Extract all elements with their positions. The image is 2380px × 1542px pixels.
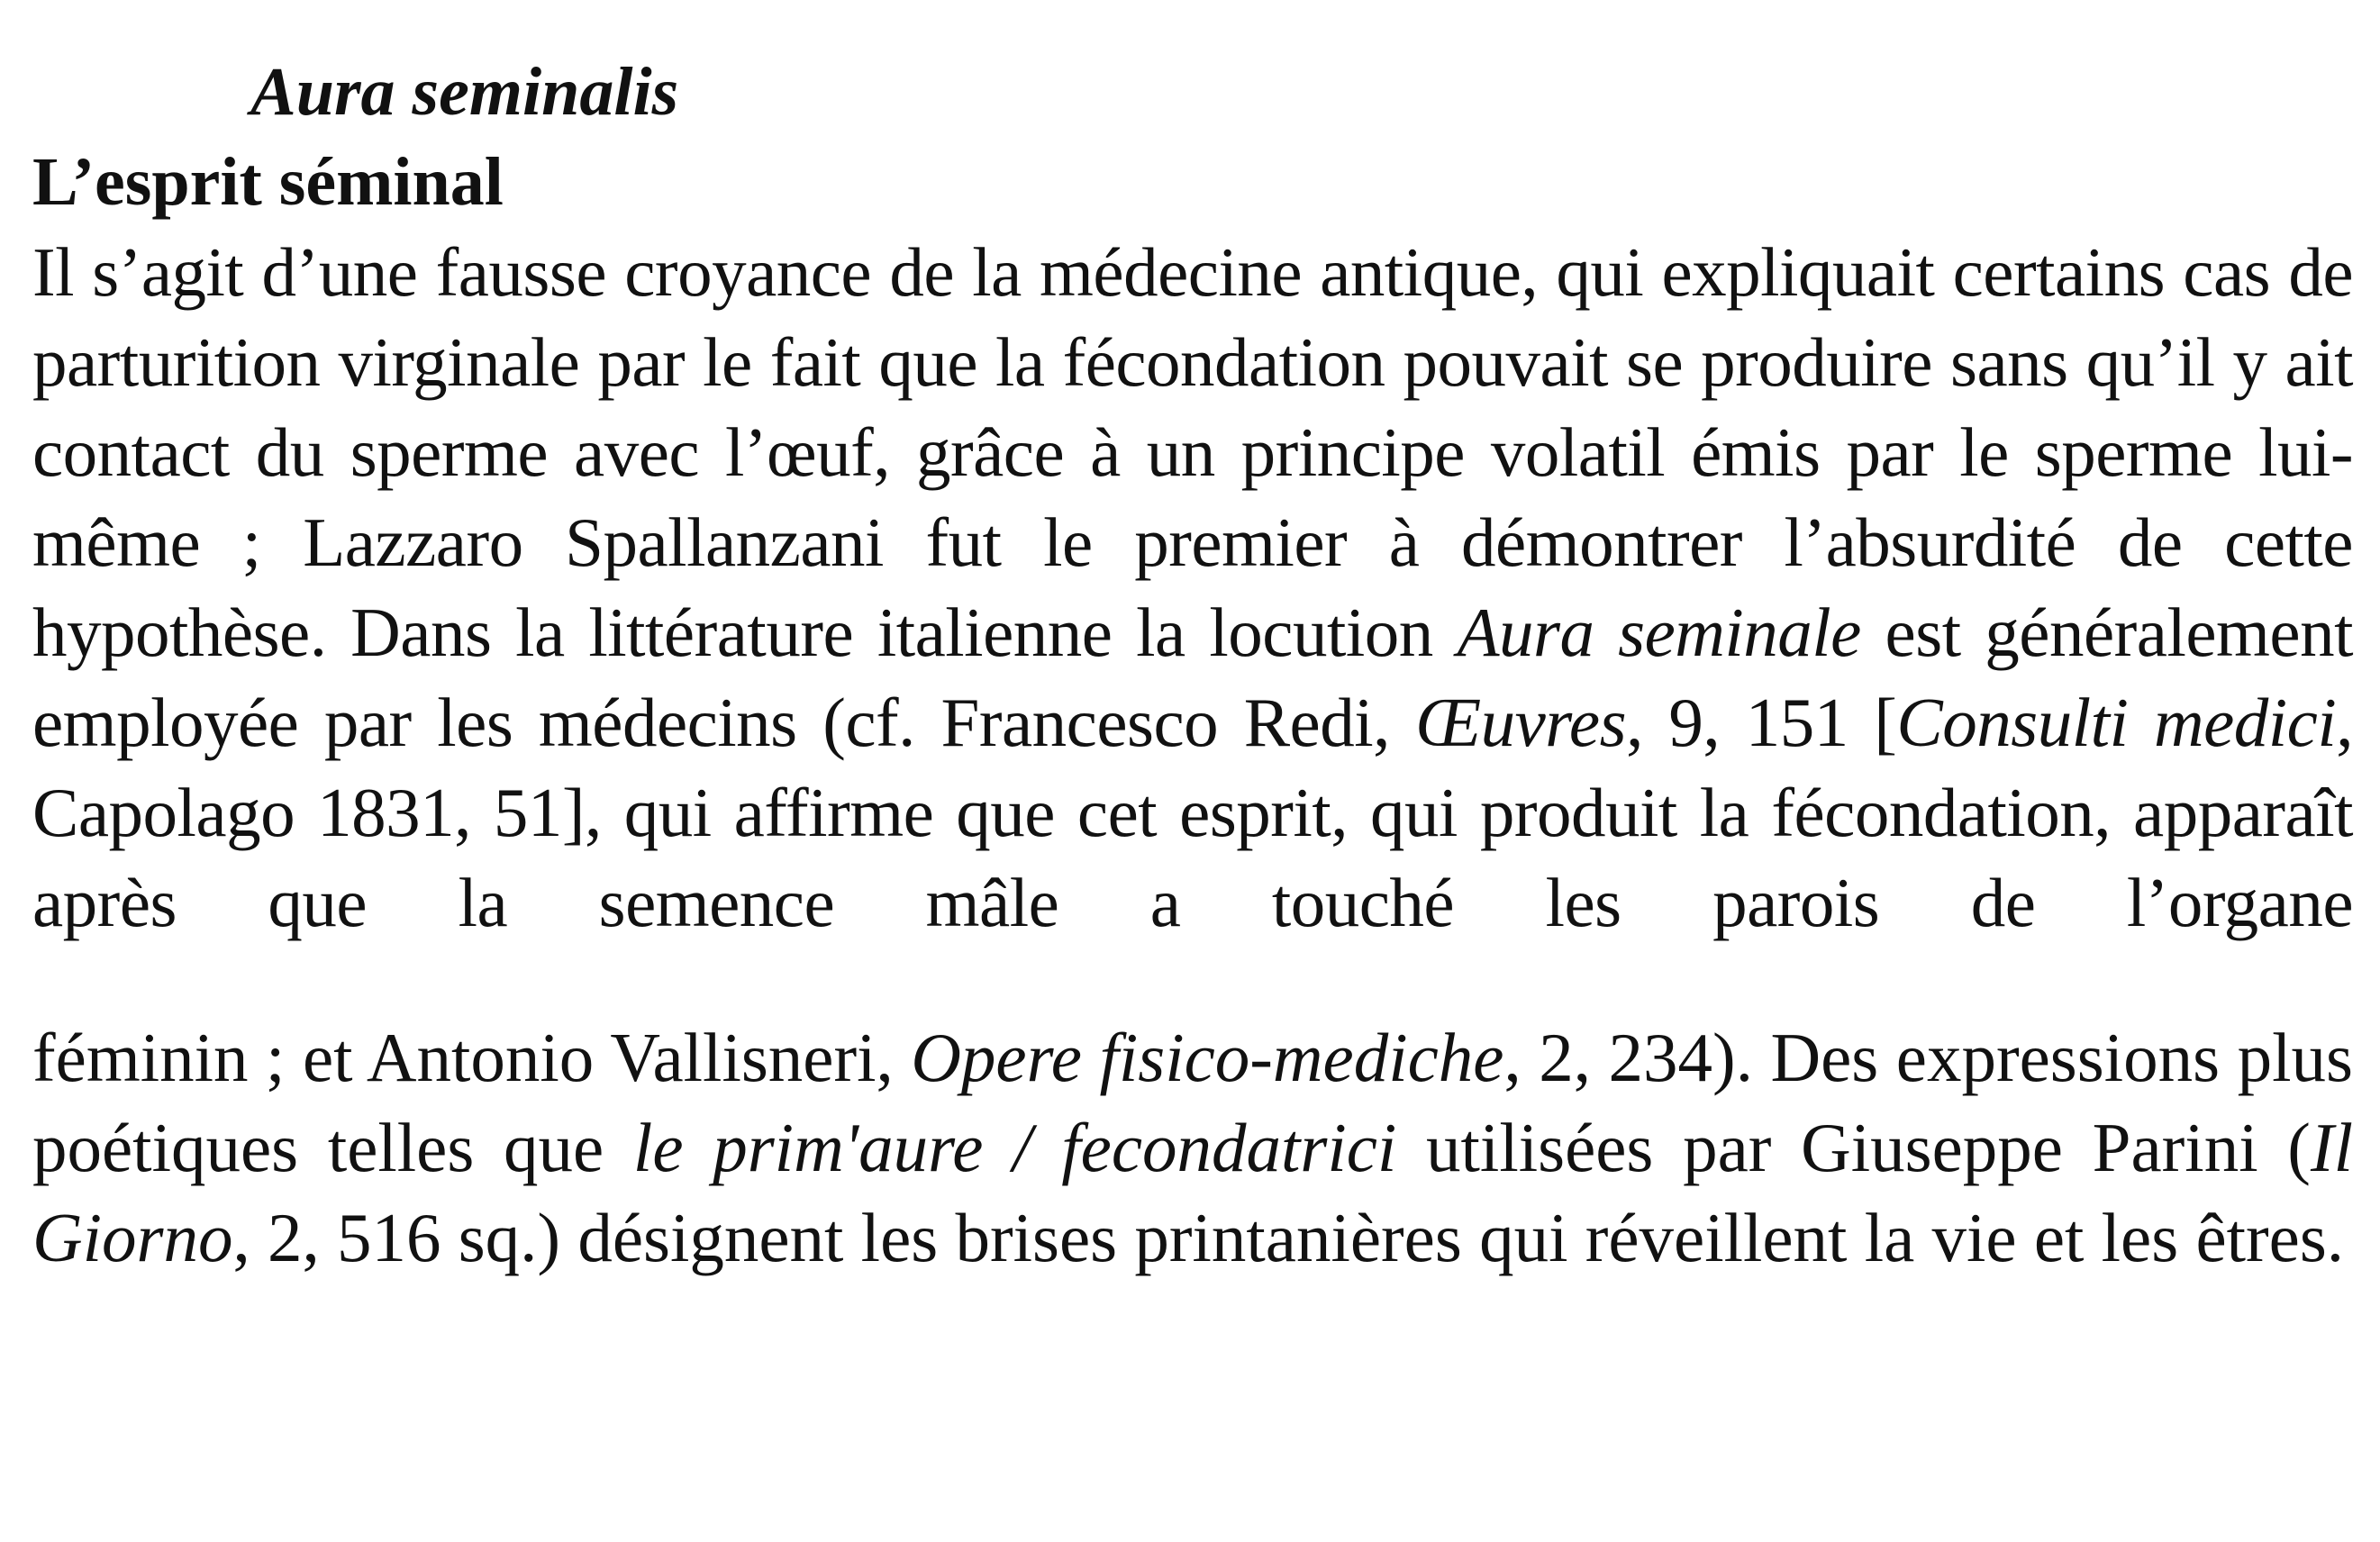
text-run: féminin ; et Antonio Vallisneri, xyxy=(32,1019,912,1096)
text-run: , 9, 151 [ xyxy=(1626,684,1897,761)
entry-french-title: L’esprit séminal xyxy=(32,144,504,220)
text-run: utilisées par Giuseppe Parini ( xyxy=(1396,1109,2311,1186)
italic-work-title: Œuvres xyxy=(1415,684,1627,761)
italic-work-title: Consulti medici xyxy=(1896,684,2337,761)
text-run: est généralement employée par les médecins (cf. Francesco Redi, xyxy=(32,594,2353,761)
entry-paragraph-1 xyxy=(32,227,2353,948)
entry-latin-title: Aura seminalis xyxy=(250,54,679,130)
italic-quotation: le prim'aure / fecondatrici xyxy=(632,1109,1397,1186)
dictionary-entry xyxy=(32,47,2353,1283)
text-run: , 2, 234). Des expressions plus poétiques telles que xyxy=(32,1019,2353,1186)
italic-work-title: Opere fisico-mediche xyxy=(911,1019,1504,1096)
italic-term: Aura seminale xyxy=(1457,594,1861,671)
text-run: , 2, 516 sq.) désignent les brises printanières qui réveillent la vie et les êtres. xyxy=(232,1199,2345,1276)
italic-work-title: Il Giorno xyxy=(32,1109,2353,1276)
entry-paragraph-2 xyxy=(32,1012,2353,1283)
text-run: , Capolago 1831, 51], qui affirme que cet esprit, qui produit la fécondation, apparaît après que la semence mâle a touché les parois de l’organe xyxy=(32,684,2353,941)
text-run: Il s’agit d’une fausse croyance de la médecine antique, qui expliquait certains cas de parturition virginale par le fait que la fécondation pouvait se produire sans qu’il y ait contact du sperme avec l’œuf, grâce à un principe volatil émis par le sperme lui-même ; Lazzaro Spallanzani fut le premier à démontrer l’absurdité de cette hypothèse. Dans la littérature italienne la locution xyxy=(32,233,2353,671)
